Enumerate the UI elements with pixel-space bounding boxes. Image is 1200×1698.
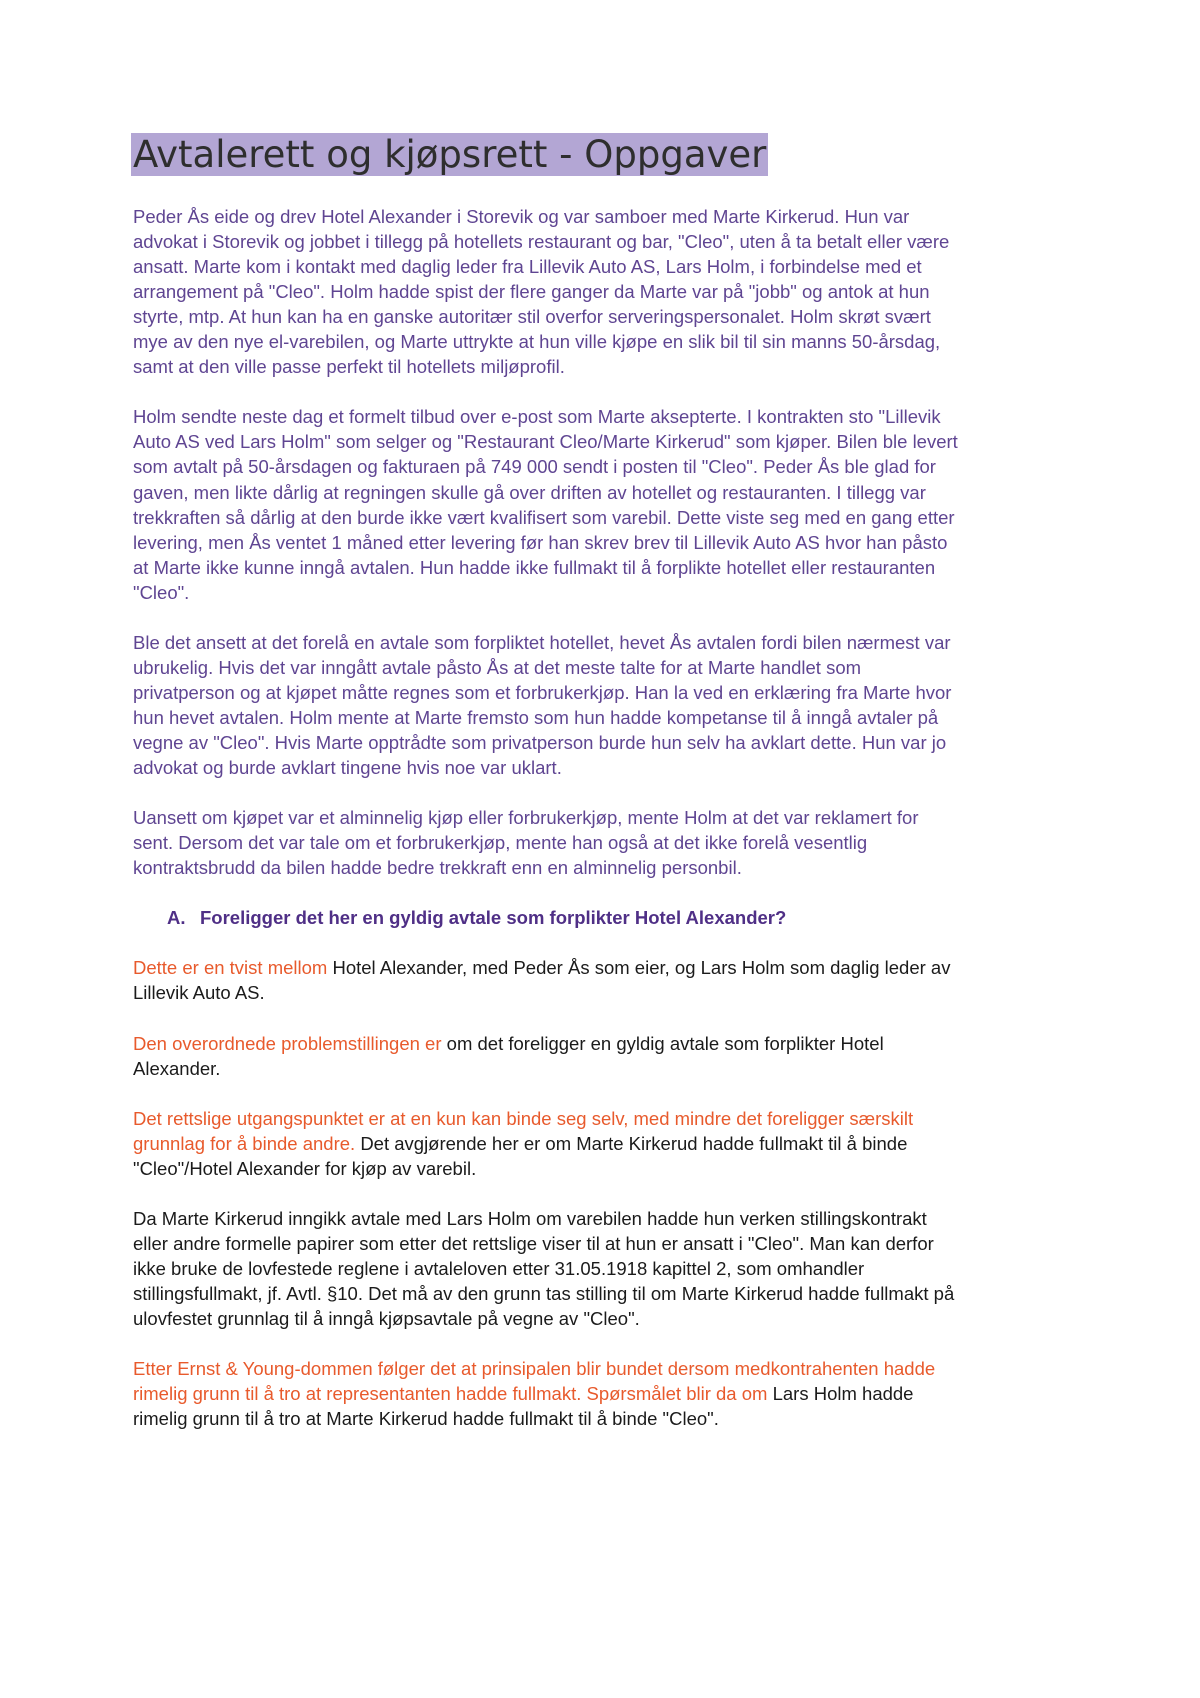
case-text-line: at Marte ikke kunne inngå avtalen. Hun hadde ikke fullmakt til å forplikte hotellet eller restauranten: [133, 556, 936, 578]
case-text-line: Ble det ansett at det forelå en avtale som forpliktet hotellet, hevet Ås avtalen fordi bilen nærmest var: [133, 631, 951, 653]
answer-text: eller andre formelle papirer som etter det rettslige viser til at hun er ansatt i "Cleo". Man kan derfor: [133, 1232, 934, 1254]
case-text-line: som avtalt på 50-årsdagen og fakturaen på 749 000 sendt i posten til "Cleo". Peder Ås ble glad for: [133, 456, 936, 478]
case-text-line: mye av den nye el-varebilen, og Marte uttrykte at hun ville kjøpe en slik bil til sin manns 50-årsdag,: [133, 331, 941, 353]
answer-text: stillingsfullmakt, jf. Avtl. §10. Det må av den grunn tas stilling til om Marte Kirkerud hadde fullmakt på: [133, 1283, 955, 1305]
answer-text-line: [133, 1306, 1133, 1331]
case-paragraph: [133, 204, 1133, 379]
answer-text: Lars Holm hadde: [772, 1383, 914, 1405]
case-text-line: levering, men Ås ventet 1 måned etter levering før han skrev brev til Lillevik Auto AS hvor han påsto: [133, 531, 948, 553]
case-text-line: trekkraften så dårlig at den burde ikke vært kvalifisert som varebil. Dette viste seg med en gang etter: [133, 506, 955, 528]
case-text-line: Holm sendte neste dag et formelt tilbud over e-post som Marte aksepterte. I kontrakten sto "Lillevik: [133, 406, 941, 428]
answer-text-line: [133, 1281, 1133, 1306]
document-body: [133, 204, 1133, 1456]
answer-text: ulovfestet grunnlag til å inngå kjøpsavtale på vegne av "Cleo".: [133, 1308, 640, 1330]
case-text-line: Auto AS ved Lars Holm" som selger og "Restaurant Cleo/Marte Kirkerud" som kjøper. Bilen ble levert: [133, 431, 958, 453]
case-paragraph: [133, 805, 1133, 880]
answer-text: ikke bruke de lovfestede reglene i avtaleloven etter 31.05.1918 kapittel 2, som omhandler: [133, 1257, 865, 1279]
answer-text-line: [133, 1131, 1133, 1156]
case-text-line: vegne av "Cleo". Hvis Marte opptrådte som privatperson burde hun selv ha avklart dette. Hun var jo: [133, 731, 947, 753]
question-label: A.: [167, 907, 186, 929]
document-title-text: Avtalerett og kjøpsrett - Oppgaver: [133, 133, 767, 176]
case-text-line: hun hevet avtalen. Holm mente at Marte fremsto som hun hadde kompetanse til å inngå avtaler på: [133, 706, 939, 728]
case-text-line: Uansett om kjøpet var et alminnelig kjøp eller forbrukerkjøp, mente Holm at det var reklamert for: [133, 807, 919, 829]
answer-text: Da Marte Kirkerud inngikk avtale med Lars Holm om varebilen hadde hun verken stillingskontrakt: [133, 1207, 927, 1229]
answer-text: om det foreligger en gyldig avtale som forplikter Hotel: [446, 1032, 884, 1054]
marked-text: Den overordnede problemstillingen er: [133, 1032, 442, 1054]
marked-text: Dette er en tvist mellom: [133, 957, 328, 979]
question-text: Foreligger det her en gyldig avtale som forplikter Hotel Alexander?: [200, 907, 787, 929]
answer-text-line: [133, 1106, 1133, 1131]
answer-paragraph: [133, 1356, 1133, 1431]
answer-text-line: [133, 1406, 1133, 1431]
answer-text: rimelig grunn til å tro at Marte Kirkerud hadde fullmakt til å binde "Cleo".: [133, 1408, 719, 1430]
answer-paragraph: [133, 1206, 1133, 1331]
case-text-line: styrte, mtp. At hun kan ha en ganske autoritær stil overfor serveringspersonalet. Holm skrøt svært: [133, 306, 931, 328]
answer-text-line: [133, 1356, 1133, 1381]
case-paragraph: [133, 630, 1133, 780]
case-text-line: arrangement på "Cleo". Holm hadde spist der flere ganger da Marte var på "jobb" og antok at hun: [133, 281, 930, 303]
case-text-line: ubrukelig. Hvis det var inngått avtale påsto Ås at det meste talte for at Marte handlet som: [133, 656, 862, 678]
answer-text-line: [133, 1056, 1133, 1081]
answer-paragraph: [133, 1106, 1133, 1181]
answer-text-line: [133, 980, 1133, 1005]
case-text-line: ansatt. Marte kom i kontakt med daglig leder fra Lillevik Auto AS, Lars Holm, i forbindelse med et: [133, 256, 922, 278]
answer-text-line: [133, 1231, 1133, 1256]
case-text-line: kontraktsbrudd da bilen hadde bedre trekkraft enn en alminnelig personbil.: [133, 857, 742, 879]
case-text-line: Peder Ås eide og drev Hotel Alexander i Storevik og var samboer med Marte Kirkerud. Hun var: [133, 206, 910, 227]
case-paragraph: [133, 404, 1133, 604]
case-text-line: advokat i Storevik og jobbet i tillegg på hotellets restaurant og bar, "Cleo", uten å ta betalt eller være: [133, 231, 950, 253]
answer-paragraph: [133, 955, 1133, 1005]
answer-text-line: [133, 1256, 1133, 1281]
case-text-line: advokat og burde avklart tingene hvis noe var uklart.: [133, 757, 562, 779]
answer-text-line: [133, 1206, 1133, 1231]
marked-text: grunnlag for å binde andre.: [133, 1132, 356, 1154]
document-title: [131, 133, 768, 176]
marked-text: Det rettslige utgangspunktet er at en kun kan binde seg selv, med mindre det foreligger særskilt: [133, 1107, 914, 1129]
answer-text-line: [133, 955, 1133, 980]
answer-text: Det avgjørende her er om Marte Kirkerud hadde fullmakt til å binde: [360, 1132, 908, 1154]
answer-text: Hotel Alexander, med Peder Ås som eier, og Lars Holm som daglig leder av: [332, 957, 951, 979]
answer-text-line: [133, 1381, 1133, 1406]
answer-paragraph: [133, 1031, 1133, 1081]
question-line: [133, 905, 1133, 930]
marked-text: rimelig grunn til å tro at representanten hadde fullmakt. Spørsmålet blir da om: [133, 1383, 768, 1405]
answer-text: Lillevik Auto AS.: [133, 982, 265, 1004]
marked-text: Etter Ernst & Young-dommen følger det at prinsipalen blir bundet dersom medkontrahenten hadde: [133, 1358, 936, 1380]
answer-text-line: [133, 1156, 1133, 1181]
case-text-line: sent. Dersom det var tale om et forbrukerkjøp, mente han også at det ikke forelå vesentlig: [133, 832, 868, 854]
case-text-line: gaven, men likte dårlig at regningen skulle gå over driften av hotellet og restauranten. I tillegg var: [133, 481, 926, 503]
case-text-line: "Cleo".: [133, 581, 190, 603]
case-text-line: samt at den ville passe perfekt til hotellets miljøprofil.: [133, 356, 565, 378]
question-heading: [133, 905, 1133, 930]
answer-text: Alexander.: [133, 1057, 221, 1079]
case-text-line: privatperson og at kjøpet måtte regnes som et forbrukerkjøp. Han la ved en erklæring fra Marte hvor: [133, 681, 952, 703]
answer-text: "Cleo"/Hotel Alexander for kjøp av varebil.: [133, 1157, 477, 1179]
answer-text-line: [133, 1031, 1133, 1056]
